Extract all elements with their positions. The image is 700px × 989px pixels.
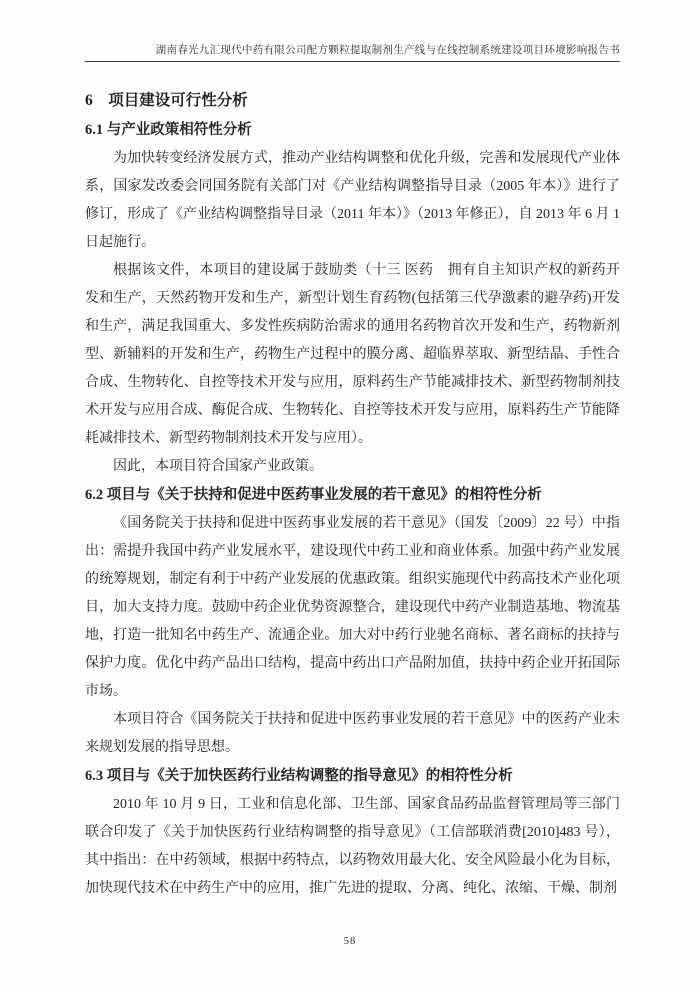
header-rule (85, 61, 620, 62)
section-6-3-paragraph-1: 2010 年 10 月 9 日，工业和信息化部、卫生部、国家食品药品监督管理局等三部门联合印发了《关于加快医药行业结构调整的指导意见》（工信部联消费[2010]483 号），其中指出：在中药领域，根据中药特点，以药物效用最大化、安全风险最小化为目标，加快现代技术在中药生产中的应用，推广先进的提取、分离、纯化、浓缩、干燥、制剂 (85, 797, 620, 896)
section-6-heading: 6 项目建设可行性分析 (85, 92, 248, 109)
section-6-2-paragraph-2: 本项目符合《国务院关于扶持和促进中医药事业发展的若干意见》中的医药产业未来规划发展的指导思想。 (85, 712, 620, 755)
section-6-2-paragraph-1: 《国务院关于扶持和促进中医药事业发展的若干意见》（国发〔2009〕22 号）中指出：需提升我国中药产业发展水平，建设现代中药工业和商业体系。加强中药产业发展的统筹规划，制定有利于中药产业发展的优惠政策。组织实施现代中药高技术产业化项目，加大支持力度。鼓励中药企业优势资源整合，建设现代中药产业制造基地、物流基地，打造一批知名中药生产、流通企业。加大对中药行业驰名商标、著名商标的扶持与保护力度。优化中药产品出口结构，提高中药出口产品附加值，扶持中药企业开拓国际市场。 (85, 516, 620, 699)
page-footer (0, 931, 700, 949)
section-6-3-heading: 6.3 项目与《关于加快医药行业结构调整的指导意见》的相符性分析 (85, 768, 513, 784)
section-6-1-paragraph-2: 根据该文件，本项目的建设属于鼓励类（十三 医药 拥有自主知识产权的新药开发和生产，天然药物开发和生产，新型计划生育药物(包括第三代孕激素的避孕药)开发和生产，满足我国重大、多发性疾病防治需求的通用名药物首次开发和生产，药物新剂型、新辅料的开发和生产，药物生产过程中的膜分离、超临界萃取、新型结晶、手性合合成、生物转化、自控等技术开发与应用，原料药生产节能减排技术、新型药物制剂技术开发与应用合成、酶促合成、生物转化、自控等技术开发与应用，原料药生产节能降耗减排技术、新型药物制剂技术开发与应用）。 (85, 263, 620, 446)
section-6-1-heading: 6.1 与产业政策相符性分析 (85, 122, 252, 138)
page-header (85, 44, 620, 62)
section-6-2-heading: 6.2 项目与《关于扶持和促进中医药事业发展的若干意见》的相符性分析 (85, 487, 542, 503)
document-body (85, 86, 620, 903)
header-title: 湖南春光九汇现代中药有限公司配方颗粒提取制剂生产线与在线控制系统建设项目环境影响报告书 (155, 45, 620, 56)
page-number: 58 (343, 936, 357, 947)
section-6-1-paragraph-1: 为加快转变经济发展方式，推动产业结构调整和优化升级，完善和发展现代产业体系，国家发改委会同国务院有关部门对《产业结构调整指导目录（2005 年本）》进行了修订，形成了《产业结构调整指导目录（2011 年本）》（2013 年修正），自 2013 年 6 月 1 日起施行。 (85, 151, 620, 250)
section-6-1-paragraph-3: 因此，本项目符合国家产业政策。 (113, 459, 323, 474)
